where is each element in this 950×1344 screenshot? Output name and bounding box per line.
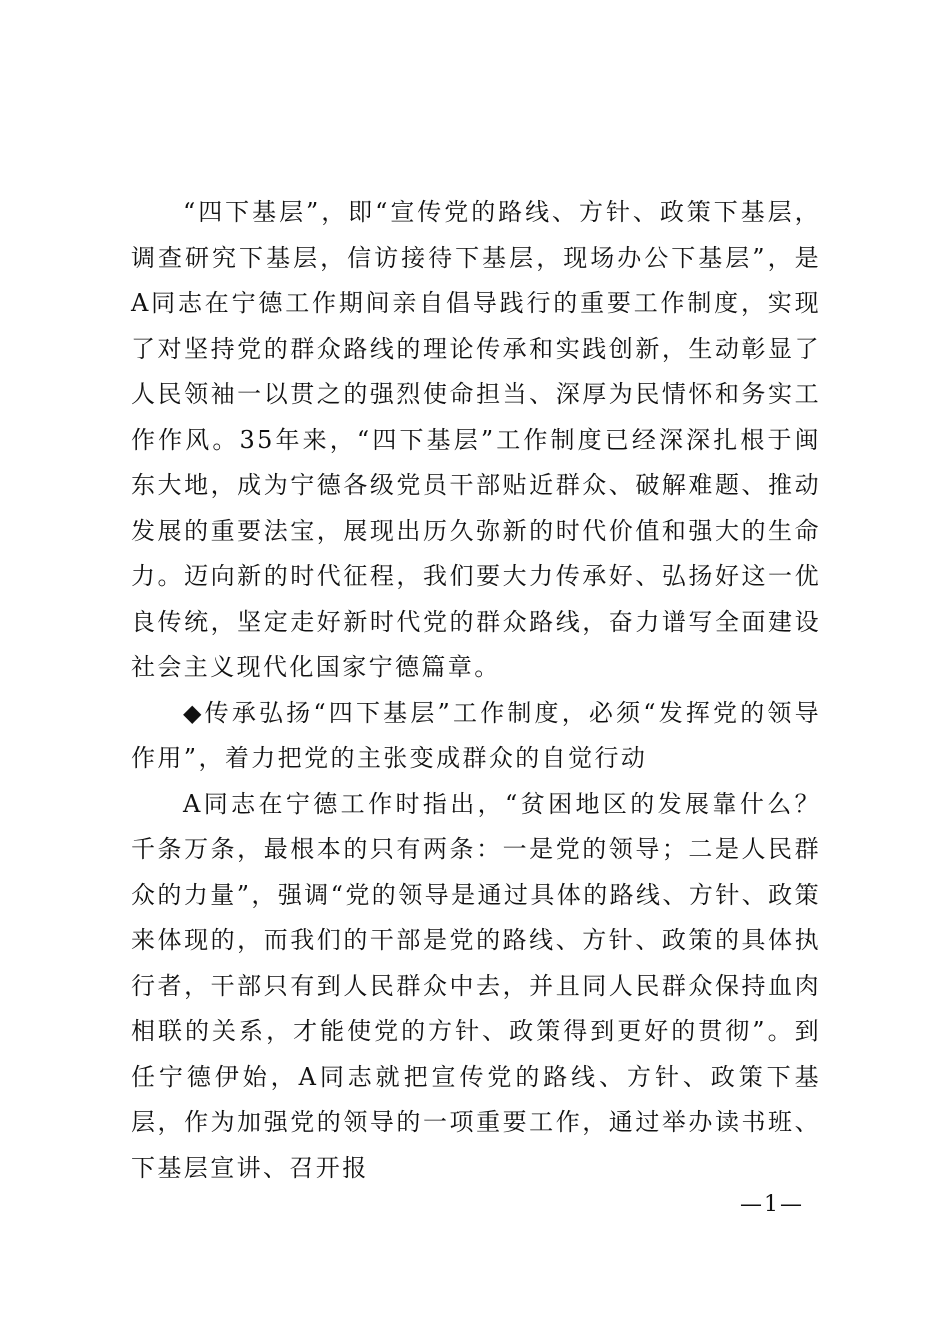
document-body bbox=[131, 190, 821, 1191]
paragraph-intro: “四下基层”，即“宣传党的路线、方针、政策下基层，调查研究下基层，信访接待下基层，现场办公下基层”，是A同志在宁德工作期间亲自倡导践行的重要工作制度，实现了对坚持党的群众路线的理论传承和实践创新，生动彰显了人民领袖一以贯之的强烈使命担当、深厚为民情怀和务实工作作风。35年来，“四下基层”工作制度已经深深扎根于闽东大地，成为宁德各级党员干部贴近群众、破解难题、推动发展的重要法宝，展现出历久弥新的时代价值和强大的生命力。迈向新的时代征程，我们要大力传承好、弘扬好这一优良传统，坚定走好新时代党的群众路线，奋力谱写全面建设社会主义现代化国家宁德篇章。 bbox=[131, 198, 821, 681]
page-number: —1— bbox=[740, 1192, 804, 1217]
paragraph-body: A同志在宁德工作时指出，“贫困地区的发展靠什么？千条万条，最根本的只有两条：一是党的领导；二是人民群众的力量”，强调“党的领导是通过具体的路线、方针、政策来体现的，而我们的干部是党的路线、方针、政策的具体执行者，干部只有到人民群众中去，并且同人民群众保持血肉相联的关系，才能使党的方针、政策得到更好的贯彻”。到任宁德伊始，A同志就把宣传党的路线、方针、政策下基层，作为加强党的领导的一项重要工作，通过举办读书班、下基层宣讲、召开报 bbox=[131, 789, 821, 1182]
paragraph-heading: ◆传承弘扬“四下基层”工作制度，必须“发挥党的领导作用”，着力把党的主张变成群众的自觉行动 bbox=[131, 698, 821, 772]
